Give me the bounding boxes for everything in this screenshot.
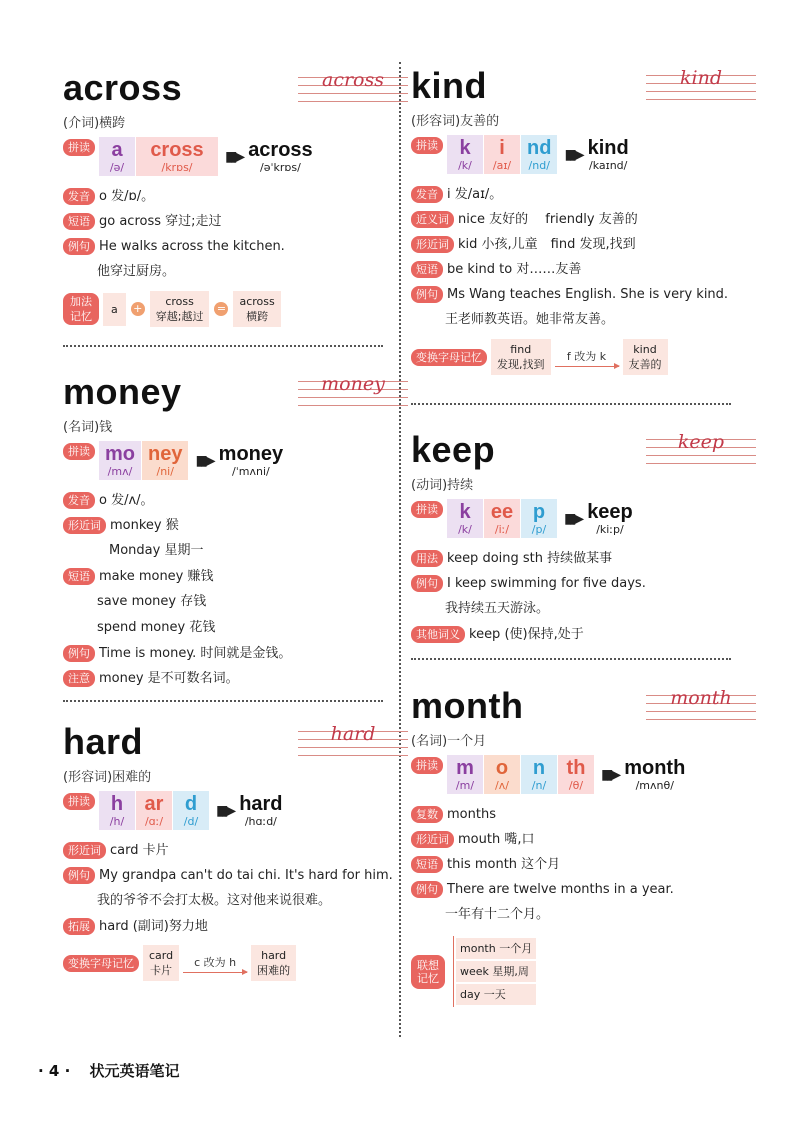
syllable-block	[521, 755, 557, 794]
arrow-icon: ▮▮▶	[195, 452, 213, 469]
example-translation: 我的爷爷不会打太极。这对他来说很难。	[97, 893, 332, 908]
syllable-block	[173, 791, 209, 830]
phonetic: /ɑː/	[144, 815, 164, 828]
note-row	[411, 827, 756, 852]
note-continuation: spend money 花钱	[97, 620, 216, 635]
entry-money	[63, 372, 408, 691]
note-row	[411, 232, 756, 257]
syllable-block	[447, 135, 483, 174]
badge: 拼读	[411, 137, 443, 154]
badge: 拼读	[411, 757, 443, 774]
handwritten-word: kind	[680, 67, 722, 89]
note-row	[411, 852, 756, 877]
phonetic: /h/	[109, 815, 125, 828]
headword: kind	[411, 65, 488, 106]
handwriting-box	[646, 431, 756, 468]
note-row	[63, 641, 408, 666]
whole-word	[219, 443, 283, 479]
handwritten-word: month	[670, 687, 732, 709]
arrow-icon	[555, 366, 619, 367]
note-row	[411, 877, 756, 902]
note-continuation: Monday 星期一	[109, 543, 204, 558]
handwritten-word: hard	[330, 723, 376, 745]
syllable: nd	[527, 137, 552, 159]
page-footer	[38, 1060, 180, 1081]
badge: 例句	[411, 575, 443, 592]
badge: 拼读	[63, 443, 95, 460]
note-text: There are twelve months in a year.	[447, 882, 674, 897]
whole-word	[624, 757, 685, 793]
badge: 短语	[411, 856, 443, 873]
note-text: months	[447, 807, 496, 822]
note-text: I keep swimming for five days.	[447, 576, 646, 591]
syllable: i	[499, 137, 505, 159]
badge: 形近词	[63, 517, 106, 534]
dotted-separator	[411, 403, 731, 405]
badge: 短语	[411, 261, 443, 278]
phonetic: /n/	[531, 779, 547, 792]
whole-word-text: kind	[587, 136, 629, 159]
phonetic: /nd/	[528, 159, 550, 172]
association-list	[453, 936, 536, 1007]
syllable-block	[99, 137, 135, 176]
memo-box	[233, 291, 280, 327]
badge: 短语	[63, 213, 95, 230]
memo-meaning: 发现,找到	[497, 358, 545, 371]
part-of-speech: (名词)钱	[63, 420, 113, 435]
spelling-breakdown	[63, 137, 408, 176]
badge: 变换字母记忆	[411, 349, 487, 366]
handwritten-word: keep	[677, 431, 725, 453]
memo-box	[251, 945, 296, 981]
badge: 形近词	[411, 831, 454, 848]
syllable-block	[99, 791, 135, 830]
dotted-separator	[63, 345, 383, 347]
syllable: ney	[148, 443, 183, 465]
badge: 例句	[411, 881, 443, 898]
arrow-icon: ▮▮▶	[225, 148, 243, 165]
syllable-block	[136, 137, 218, 176]
handwritten-word: across	[322, 69, 384, 91]
badge: 用法	[411, 550, 443, 567]
handwritten-word: money	[321, 373, 385, 395]
badge: 例句	[63, 238, 95, 255]
note-continuation: save money 存钱	[97, 594, 207, 609]
phonetic: /ʌ/	[495, 779, 509, 792]
handwriting-box	[298, 723, 408, 760]
note-row	[411, 802, 756, 827]
syllable-block	[447, 755, 483, 794]
handwriting-box	[298, 69, 408, 106]
note-row	[63, 564, 408, 589]
note-row	[411, 207, 756, 232]
note-text: o 发/ɒ/。	[99, 189, 155, 204]
badge: 注意	[63, 670, 95, 687]
phonetic: /ni/	[156, 465, 174, 478]
memo-word: find	[510, 343, 532, 356]
badge: 形近词	[411, 236, 454, 253]
memo-box	[623, 339, 668, 375]
whole-word-phonetic: /kaɪnd/	[589, 158, 628, 172]
entry-across	[63, 68, 408, 327]
syllable-block	[484, 135, 520, 174]
syllable: mo	[105, 443, 135, 465]
syllable: a	[111, 139, 123, 161]
badge: 复数	[411, 806, 443, 823]
syllable: th	[566, 757, 586, 779]
spelling-breakdown	[63, 441, 408, 480]
badge: 例句	[63, 867, 95, 884]
memo-rule: f 改为 k	[566, 349, 607, 363]
syllable: m	[456, 757, 474, 779]
phonetic: /θ/	[568, 779, 584, 792]
badge: 形近词	[63, 842, 106, 859]
handwriting-box	[646, 67, 756, 104]
memo-meaning: 困难的	[257, 964, 291, 977]
dotted-separator	[63, 700, 383, 702]
note-text: keep doing sth 持续做某事	[447, 551, 613, 566]
arrow-icon: ▮▮▶	[564, 146, 582, 163]
note-text: make money 赚钱	[99, 569, 214, 584]
spelling-breakdown	[411, 135, 756, 174]
note-row	[63, 234, 408, 259]
handwriting-box	[298, 373, 408, 410]
example-translation: 他穿过厨房。	[97, 264, 176, 279]
badge: 拼读	[63, 139, 95, 156]
association-item: month 一个月	[456, 938, 536, 959]
whole-word-text: hard	[239, 792, 283, 815]
dotted-separator	[411, 658, 731, 660]
note-text: card 卡片	[110, 843, 169, 858]
note-text: He walks across the kitchen.	[99, 239, 285, 254]
part-of-speech: (介词)横跨	[63, 116, 126, 131]
association-item: day 一天	[456, 984, 536, 1005]
arrow-icon	[183, 972, 247, 973]
phonetic: /k/	[458, 523, 472, 536]
syllable: h	[110, 793, 124, 815]
part-of-speech: (形容词)友善的	[411, 114, 500, 129]
syllable: o	[495, 757, 509, 779]
memo-box	[491, 339, 551, 375]
note-row	[63, 914, 408, 939]
badge: 拓展	[63, 918, 95, 935]
memo-word: hard	[261, 949, 287, 962]
example-translation: 王老师教英语。她非常友善。	[445, 312, 615, 327]
entry-kind	[411, 66, 756, 375]
page-number: · 4 ·	[38, 1062, 71, 1080]
memory-aid	[63, 291, 408, 327]
memory-aid	[63, 945, 408, 981]
spelling-breakdown	[411, 755, 756, 794]
note-text: o 发/ʌ/。	[99, 493, 154, 508]
syllable-block	[447, 499, 483, 538]
note-row	[411, 182, 756, 207]
whole-word	[587, 501, 633, 537]
badge: 其他词义	[411, 626, 465, 643]
whole-word	[588, 137, 629, 173]
note-row	[411, 571, 756, 596]
whole-word-phonetic: /kiːp/	[596, 522, 624, 536]
whole-word-text: money	[218, 442, 284, 465]
entry-keep	[411, 430, 756, 647]
entry-hard	[63, 722, 408, 981]
phonetic: /k/	[458, 159, 472, 172]
whole-word-text: month	[624, 756, 686, 779]
syllable-block	[136, 791, 172, 830]
badge: 联想记忆	[411, 955, 445, 989]
arrow-icon: ▮▮▶	[216, 802, 234, 819]
book-title: 状元英语笔记	[89, 1062, 180, 1080]
example-translation: 一年有十二个月。	[445, 907, 550, 922]
phonetic: /mʌ/	[107, 465, 133, 478]
note-text: nice 友好的 friendly 友善的	[458, 212, 638, 227]
badge: 例句	[411, 286, 443, 303]
arrow-icon: ▮▮▶	[601, 766, 619, 783]
association-aid	[411, 936, 756, 1007]
memo-box: a	[103, 293, 126, 326]
syllable-block	[521, 499, 557, 538]
memo-meaning: 穿越;越过	[155, 310, 204, 323]
badge: 发音	[63, 492, 95, 509]
badge: 拼读	[411, 501, 443, 518]
note-row	[411, 622, 756, 647]
note-text: go across 穿过;走过	[99, 214, 222, 229]
note-row	[63, 838, 408, 863]
phonetic: /m/	[455, 779, 475, 792]
badge: 发音	[63, 188, 95, 205]
whole-word-phonetic: /hɑːd/	[244, 814, 277, 828]
equals-icon: =	[214, 302, 228, 316]
memo-word: card	[149, 949, 174, 962]
arrow-icon: ▮▮▶	[564, 510, 582, 527]
syllable-block	[99, 441, 141, 480]
syllable: n	[532, 757, 546, 779]
note-text: be kind to 对……友善	[447, 262, 582, 277]
syllable: cross	[150, 139, 204, 161]
syllable-block	[484, 499, 520, 538]
whole-word-phonetic: /ˈmʌni/	[232, 464, 270, 478]
spelling-breakdown	[63, 791, 408, 830]
whole-word	[239, 793, 282, 829]
part-of-speech: (名词)一个月	[411, 734, 487, 749]
syllable: k	[459, 501, 471, 523]
headword: month	[411, 685, 524, 726]
memo-word: cross	[165, 295, 194, 308]
note-text: this month 这个月	[447, 857, 561, 872]
badge: 发音	[411, 186, 443, 203]
syllable: d	[184, 793, 198, 815]
headword: money	[63, 371, 182, 412]
syllable-block	[142, 441, 188, 480]
memo-meaning: 横跨	[246, 310, 269, 323]
note-text: hard (副词)努力地	[99, 919, 208, 934]
phonetic: /d/	[183, 815, 199, 828]
badge: 拼读	[63, 793, 95, 810]
note-text: money 是不可数名词。	[99, 671, 239, 686]
phonetic: /aɪ/	[492, 159, 512, 172]
whole-word-phonetic: /mʌnθ/	[635, 778, 674, 792]
headword: across	[63, 67, 183, 108]
memory-aid	[411, 339, 756, 375]
part-of-speech: (形容词)困难的	[63, 770, 152, 785]
memo-box	[150, 291, 210, 327]
badge: 近义词	[411, 211, 454, 228]
note-row	[63, 666, 408, 691]
note-text: My grandpa can't do tai chi. It's hard for him.	[99, 868, 393, 883]
whole-word	[248, 139, 313, 175]
note-text: mouth 嘴,口	[458, 832, 535, 847]
note-text: monkey 猴	[110, 518, 179, 533]
badge: 加法记忆	[63, 293, 99, 325]
headword: hard	[63, 721, 144, 762]
note-row	[63, 863, 408, 888]
syllable-block	[521, 135, 557, 174]
phonetic: /krɒs/	[161, 161, 193, 174]
spelling-breakdown	[411, 499, 756, 538]
note-text: Time is money. 时间就是金钱。	[99, 646, 292, 661]
syllable: p	[532, 501, 546, 523]
entry-month	[411, 686, 756, 1007]
note-text: keep (使)保持,处于	[469, 627, 584, 642]
memo-rule: c 改为 h	[194, 955, 237, 969]
syllable-block	[558, 755, 594, 794]
badge: 短语	[63, 568, 95, 585]
note-row	[63, 209, 408, 234]
memo-word: across	[239, 295, 275, 308]
syllable: ee	[490, 501, 514, 523]
memo-transform	[183, 954, 247, 973]
handwriting-box	[646, 687, 756, 724]
memo-box	[143, 945, 179, 981]
whole-word-text: keep	[587, 500, 633, 523]
syllable: ar	[144, 793, 164, 815]
syllable-block	[484, 755, 520, 794]
note-text: kid 小孩,儿童 find 发现,找到	[458, 237, 636, 252]
note-text: i 发/aɪ/。	[447, 187, 503, 202]
memo-transform	[555, 348, 619, 367]
example-translation: 我持续五天游泳。	[445, 601, 550, 616]
note-text: Ms Wang teaches English. She is very kind.	[447, 287, 729, 302]
memo-meaning: 友善的	[628, 358, 662, 371]
badge: 变换字母记忆	[63, 955, 139, 972]
note-row	[411, 546, 756, 571]
whole-word-text: across	[248, 138, 313, 161]
whole-word-phonetic: /əˈkrɒs/	[260, 160, 301, 174]
note-row	[411, 257, 756, 282]
part-of-speech: (动词)持续	[411, 478, 474, 493]
note-row	[63, 184, 408, 209]
phonetic: /iː/	[494, 523, 510, 536]
phonetic: /p/	[531, 523, 547, 536]
note-row	[63, 513, 408, 538]
headword: keep	[411, 429, 496, 470]
memo-word: kind	[633, 343, 657, 356]
plus-icon: +	[131, 302, 145, 316]
association-item: week 星期,周	[456, 961, 536, 982]
badge: 例句	[63, 645, 95, 662]
syllable: k	[459, 137, 471, 159]
note-row	[63, 488, 408, 513]
memo-meaning: 卡片	[150, 964, 173, 977]
phonetic: /ə/	[109, 161, 125, 174]
note-row	[411, 282, 756, 307]
